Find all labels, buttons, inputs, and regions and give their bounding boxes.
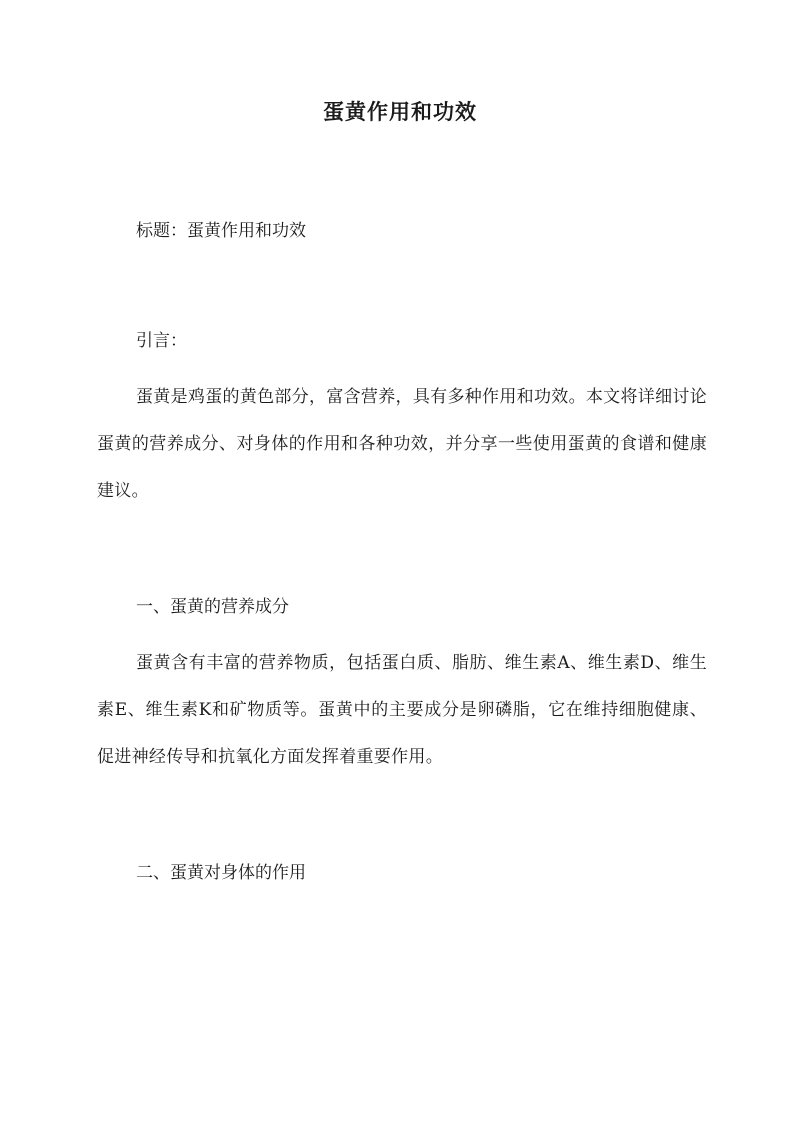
document-title: 蛋黄作用和功效 bbox=[323, 99, 477, 124]
intro-label: 引言： bbox=[136, 331, 187, 351]
section1-heading: 一、蛋黄的营养成分 bbox=[136, 597, 289, 617]
section1-paragraph: 蛋黄含有丰富的营养物质，包括蛋白质、脂肪、维生素A、维生素D、维生素E、维生素K和矿物质等。蛋黄中的主要成分是卵磷脂，它在维持细胞健康、促进神经传导和抗氧化方面发挥着重要作用。 bbox=[97, 653, 707, 767]
intro-paragraph: 蛋黄是鸡蛋的黄色部分，富含营养，具有多种作用和功效。本文将详细讨论蛋黄的营养成分、对身体的作用和各种功效，并分享一些使用蛋黄的食谱和健康建议。 bbox=[97, 387, 707, 501]
section2-heading: 二、蛋黄对身体的作用 bbox=[136, 863, 306, 883]
heading-label: 标题：蛋黄作用和功效 bbox=[136, 221, 306, 241]
